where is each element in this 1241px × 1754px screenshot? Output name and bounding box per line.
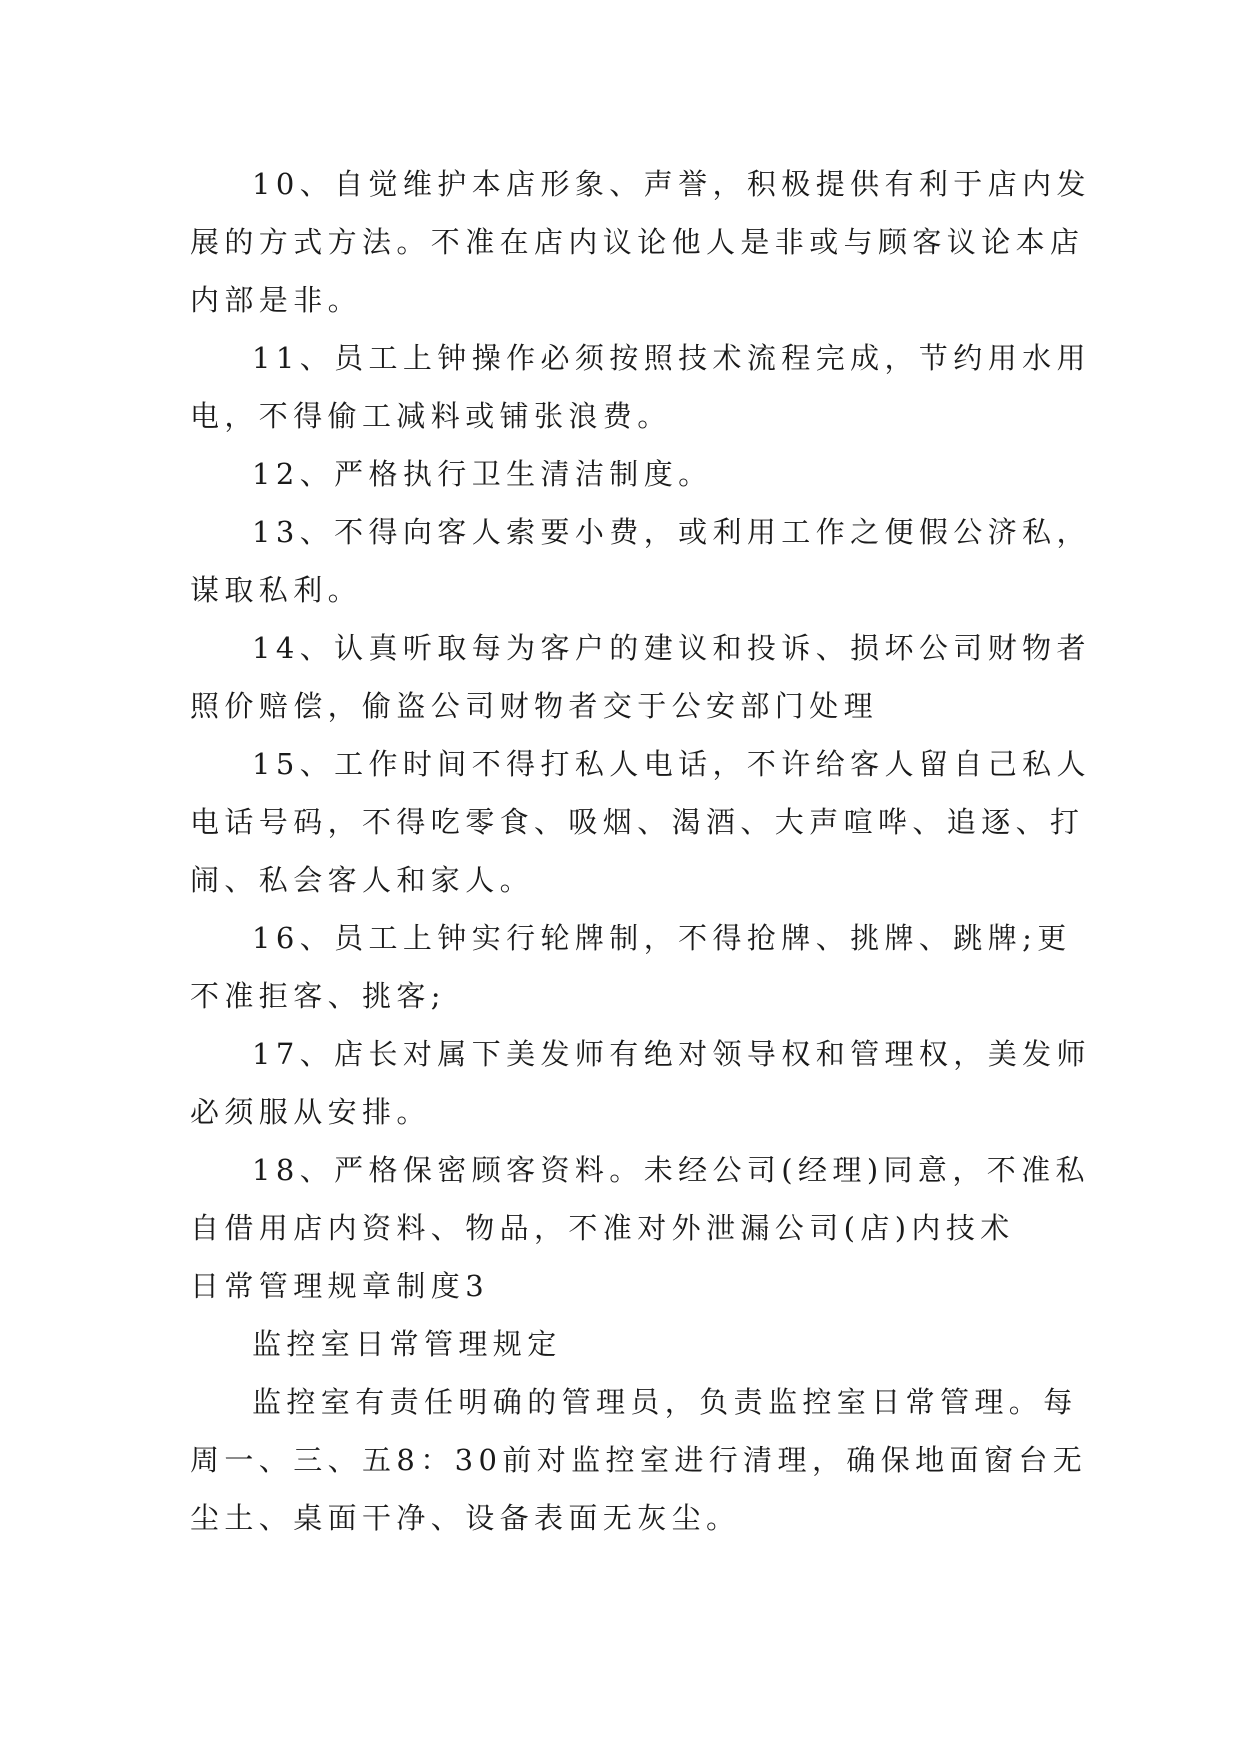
paragraph-18-line-2: 自借用店内资料、物品，不准对外泄漏公司(店)内技术 [190,1211,1015,1245]
paragraph-15-line-1: 15、工作时间不得打私人电话，不许给客人留自己私人 [252,747,1091,781]
paragraph-11-line-1: 11、员工上钟操作必须按照技术流程完成，节约用水用 [252,341,1091,375]
paragraph-15-line-3: 闹、私会客人和家人。 [190,863,535,897]
paragraph-14-line-2: 照价赔偿，偷盗公司财物者交于公安部门处理 [190,689,879,723]
paragraph-17-line-2: 必须服从安排。 [190,1095,431,1129]
paragraph-10-line-2: 展的方式方法。不准在店内议论他人是非或与顾客议论本店 [190,225,1085,259]
paragraph-13-line-2: 谋取私利。 [190,573,363,607]
paragraph-12-line-1: 12、严格执行卫生清洁制度。 [252,457,713,491]
subsection-title: 监控室日常管理规定 [252,1327,562,1361]
paragraph-18-line-1: 18、严格保密顾客资料。未经公司(经理)同意，不准私 [252,1153,1090,1187]
paragraph-10-line-1: 10、自觉维护本店形象、声誉，积极提供有利于店内发 [252,167,1091,201]
paragraph-monitor-line-2: 周一、三、五8：30前对监控室进行清理，确保地面窗台无 [190,1443,1088,1477]
section-heading: 日常管理规章制度3 [190,1269,490,1303]
paragraph-16-line-2: 不准拒客、挑客; [190,979,446,1013]
paragraph-monitor-line-1: 监控室有责任明确的管理员，负责监控室日常管理。每 [252,1385,1078,1419]
paragraph-15-line-2: 电话号码，不得吃零食、吸烟、渴酒、大声喧哗、追逐、打 [190,805,1085,839]
paragraph-10-line-3: 内部是非。 [190,283,363,317]
paragraph-11-line-2: 电，不得偷工减料或铺张浪费。 [190,399,672,433]
paragraph-16-line-1: 16、员工上钟实行轮牌制，不得抢牌、挑牌、跳牌;更 [252,921,1072,955]
paragraph-17-line-1: 17、店长对属下美发师有绝对领导权和管理权，美发师 [252,1037,1091,1071]
paragraph-14-line-1: 14、认真听取每为客户的建议和投诉、损坏公司财物者 [252,631,1091,665]
paragraph-13-line-1: 13、不得向客人索要小费，或利用工作之便假公济私， [252,515,1091,549]
paragraph-monitor-line-3: 尘土、桌面干净、设备表面无灰尘。 [190,1501,741,1535]
